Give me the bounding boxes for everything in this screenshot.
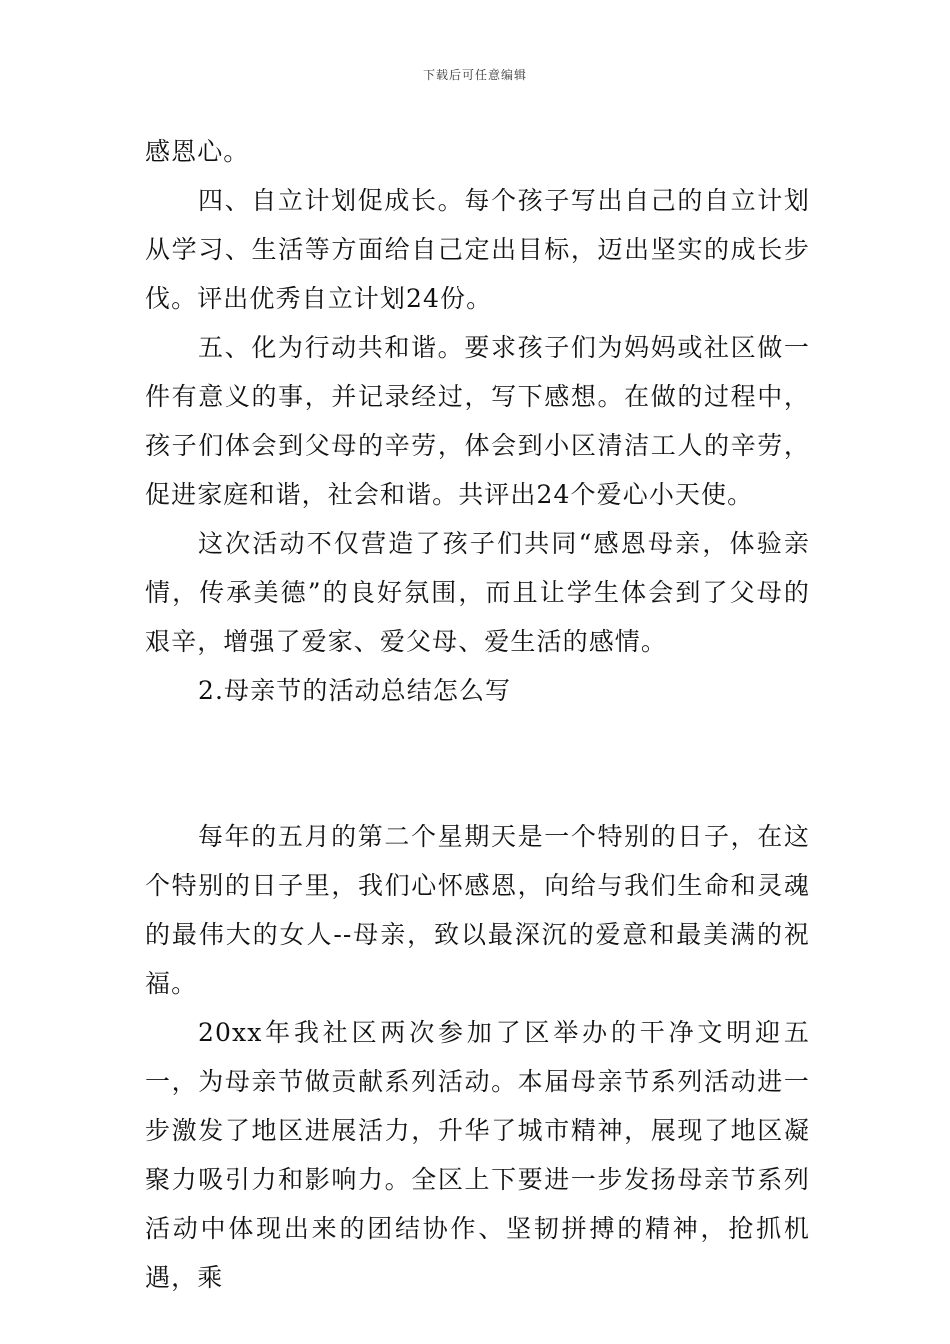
document-body [145,127,810,1302]
paragraph-mothers-day-intro: 每年的五月的第二个星期天是一个特别的日子，在这个特别的日子里，我们心怀感恩，向给与我们生命和灵魂的最伟大的女人--母亲，致以最深沉的爱意和最美满的祝福。 [145,822,810,998]
paragraph-self-reliance-plan: 四、自立计划促成长。每个孩子写出自己的自立计划从学习、生活等方面给自己定出目标，迈出坚实的成长步伐。评出优秀自立计划24份。 [145,186,810,313]
paragraph-continuation: 感恩心。 [145,137,250,166]
paragraph-activity-summary: 这次活动不仅营造了孩子们共同“感恩母亲，体验亲情，传承美德”的良好氛围，而且让学生体会到了父母的艰辛，增强了爱家、爱父母、爱生活的感情。 [145,529,810,656]
paragraph-action-harmony: 五、化为行动共和谐。要求孩子们为妈妈或社区做一件有意义的事，并记录经过，写下感想。在做的过程中，孩子们体会到父母的辛劳，体会到小区清洁工人的辛劳，促进家庭和谐，社会和谐。共评出24个爱心小天使。 [145,333,810,509]
page-header: 下载后可任意编辑 [422,68,527,82]
section-spacer [145,715,810,812]
paragraph-community-activities: 20xx年我社区两次参加了区举办的干净文明迎五一，为母亲节做贡献系列活动。本届母亲节系列活动进一步激发了地区进展活力，升华了城市精神，展现了地区凝聚力吸引力和影响力。全区上下要进一步发扬母亲节系列活动中体现出来的团结协作、坚韧拼搏的精神，抢抓机遇，乘 [145,1018,810,1292]
section-heading: 2.母亲节的活动总结怎么写 [198,676,512,705]
